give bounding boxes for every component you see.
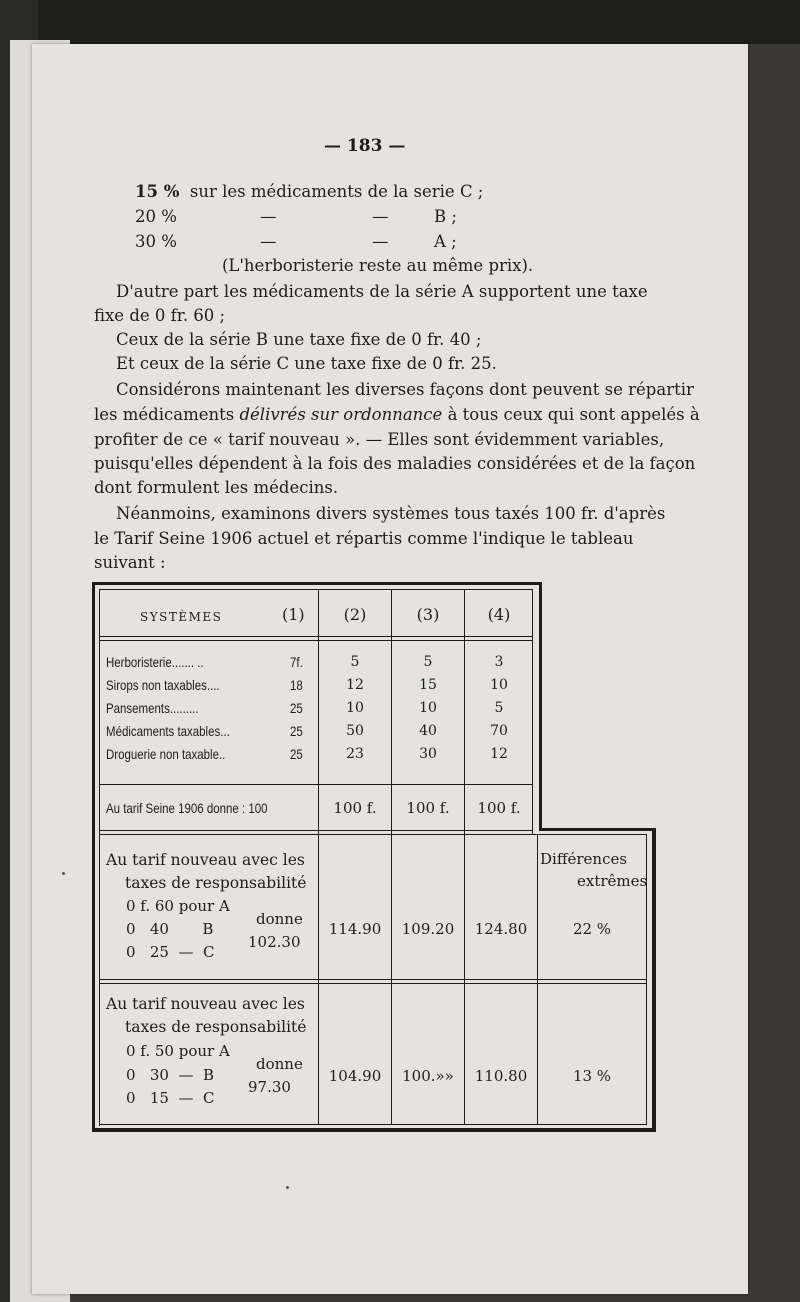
nouveau-1-serie-b: 0 40 B bbox=[126, 920, 214, 938]
row-pansements-c4: 5 bbox=[494, 700, 504, 716]
total-c3: 100 f. bbox=[406, 799, 450, 817]
paragraph-4-line-1: Considérons maintenant les diverses façons dont peuvent se répartir bbox=[116, 380, 694, 399]
nouveau-1-c4: 124.80 bbox=[474, 920, 528, 938]
rate-20-dash2: — bbox=[372, 207, 389, 226]
row-droguerie-c2: 23 bbox=[346, 746, 364, 762]
rate-30-dash1: — bbox=[260, 232, 277, 251]
paragraph-2: Ceux de la série B une taxe fixe de 0 fr. 40 ; bbox=[116, 330, 482, 349]
row-herboristerie-c2: 5 bbox=[350, 654, 360, 670]
herboristerie-note: (L'herboristerie reste au même prix). bbox=[222, 256, 534, 275]
row-pansements-c3: 10 bbox=[419, 700, 437, 716]
nouveau-1-line-2: taxes de responsabilité bbox=[125, 874, 307, 892]
paragraph-4-line-3: profiter de ce « tarif nouveau ». — Elles sont évidemment variables, bbox=[94, 430, 665, 449]
nouveau-2-line-2: taxes de responsabilité bbox=[125, 1018, 307, 1036]
diff-header-line-1: Différences bbox=[540, 850, 628, 868]
nouveau-1-donne-value: 102.30 bbox=[248, 933, 301, 951]
nouveau-2-c3: 100.»» bbox=[402, 1067, 454, 1085]
row-sirops-c3: 15 bbox=[419, 677, 437, 693]
row-sirops-label: Sirops non taxables.... bbox=[106, 677, 220, 693]
paragraph-5-line-3: suivant : bbox=[94, 553, 166, 572]
rate-20-pct: 20 % bbox=[135, 207, 177, 226]
nouveau-2-c4: 110.80 bbox=[474, 1067, 528, 1085]
header-systemes: SYSTÈMES bbox=[140, 610, 223, 624]
row-herboristerie-c3: 5 bbox=[423, 654, 433, 670]
diff-header-line-2: extrêmes bbox=[577, 872, 648, 890]
rate-30-serie: A ; bbox=[434, 232, 457, 251]
nouveau-2-donne: donne bbox=[256, 1055, 303, 1073]
paragraph-5-line-2: le Tarif Seine 1906 actuel et répartis comme l'indique le tableau bbox=[94, 529, 634, 548]
nouveau-2-serie-c: 0 15 — C bbox=[126, 1089, 215, 1107]
row-medicaments-label: Médicaments taxables... bbox=[106, 723, 230, 739]
paragraph-1-line-1: D'autre part les médicaments de la série A supportent une taxe bbox=[116, 282, 648, 301]
row-pansements-c1: 25 bbox=[290, 700, 303, 716]
row-herboristerie-label: Herboristerie....... .. bbox=[106, 654, 204, 670]
rate-30-dash2: — bbox=[372, 232, 389, 251]
row-droguerie-label: Droguerie non taxable.. bbox=[106, 746, 226, 762]
header-col-4: (4) bbox=[487, 605, 511, 624]
nouveau-2-donne-value: 97.30 bbox=[248, 1078, 291, 1096]
ink-speck bbox=[286, 1186, 289, 1189]
rate-20-dash1: — bbox=[260, 207, 277, 226]
nouveau-2-line-1: Au tarif nouveau avec les bbox=[106, 995, 305, 1013]
header-col-2: (2) bbox=[343, 605, 367, 624]
nouveau-2-diff: 13 % bbox=[572, 1067, 612, 1085]
row-medicaments-c2: 50 bbox=[346, 723, 364, 739]
nouveau-2-serie-a: 0 f. 50 pour A bbox=[126, 1042, 230, 1060]
ink-speck bbox=[62, 872, 65, 875]
nouveau-1-serie-c: 0 25 — C bbox=[126, 943, 215, 961]
rate-30-pct: 30 % bbox=[135, 232, 177, 251]
paragraph-4-line-2: les médicaments délivrés sur ordonnance à tous ceux qui sont appelés à bbox=[94, 405, 700, 424]
row-pansements-c2: 10 bbox=[346, 700, 364, 716]
header-col-1: (1) bbox=[282, 605, 305, 624]
nouveau-1-line-1: Au tarif nouveau avec les bbox=[106, 851, 305, 869]
row-droguerie-c1: 25 bbox=[290, 746, 303, 762]
row-herboristerie-c1: 7f. bbox=[290, 654, 303, 670]
nouveau-1-donne: donne bbox=[256, 910, 303, 928]
nouveau-1-c3: 109.20 bbox=[401, 920, 455, 938]
paragraph-4-line-5: dont formulent les médecins. bbox=[94, 478, 339, 497]
total-c2: 100 f. bbox=[333, 799, 377, 817]
nouveau-2-serie-b: 0 30 — B bbox=[126, 1066, 215, 1084]
nouveau-1-serie-a: 0 f. 60 pour A bbox=[126, 897, 230, 915]
row-sirops-c2: 12 bbox=[346, 677, 364, 693]
nouveau-1-c2: 114.90 bbox=[328, 920, 382, 938]
nouveau-1-diff: 22 % bbox=[572, 920, 612, 938]
total-label: Au tarif Seine 1906 donne : 100 bbox=[106, 800, 268, 816]
total-c4: 100 f. bbox=[477, 799, 521, 817]
row-herboristerie-c4: 3 bbox=[494, 654, 504, 670]
paragraph-4-line-4: puisqu'elles dépendent à la fois des maladies considérées et de la façon bbox=[94, 454, 696, 473]
header-col-3: (3) bbox=[416, 605, 440, 624]
row-sirops-c4: 10 bbox=[490, 677, 508, 693]
page-number: — 183 — bbox=[324, 136, 406, 156]
paragraph-5-line-1: Néanmoins, examinons divers systèmes tous taxés 100 fr. d'après bbox=[116, 504, 666, 523]
row-sirops-c1: 18 bbox=[290, 677, 303, 693]
book-page bbox=[32, 44, 748, 1294]
paragraph-1-line-2: fixe de 0 fr. 60 ; bbox=[94, 306, 226, 325]
scan-background-top bbox=[0, 0, 800, 44]
rate-20-serie: B ; bbox=[434, 207, 457, 226]
nouveau-2-c2: 104.90 bbox=[328, 1067, 382, 1085]
row-medicaments-c4: 70 bbox=[490, 723, 508, 739]
row-medicaments-c1: 25 bbox=[290, 723, 303, 739]
row-droguerie-c3: 30 bbox=[419, 746, 437, 762]
row-pansements-label: Pansements......... bbox=[106, 700, 199, 716]
row-droguerie-c4: 12 bbox=[490, 746, 508, 762]
paragraph-3: Et ceux de la série C une taxe fixe de 0 fr. 25. bbox=[116, 354, 497, 373]
row-medicaments-c3: 40 bbox=[419, 723, 437, 739]
rate-15: 15 % sur les médicaments de la serie C ; bbox=[135, 182, 484, 201]
